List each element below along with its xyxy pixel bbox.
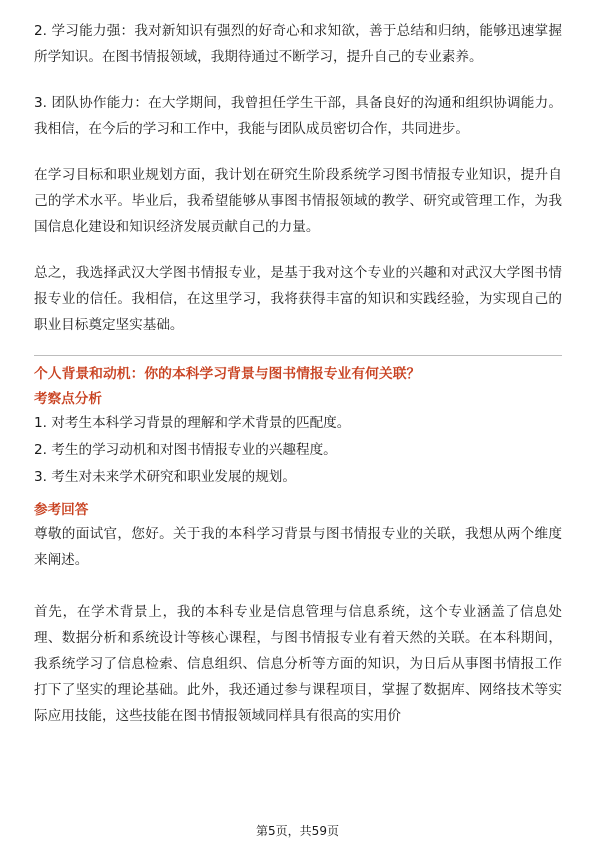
reference-paragraph-intro: 尊敬的面试官，您好。关于我的本科学习背景与图书情报专业的关联，我想从两个维度来阐述。 [34, 526, 562, 568]
reference-paragraph-background: 首先，在学术背景上，我的本科专业是信息管理与信息系统，这个专业涵盖了信息处理、数据分析和系统设计等核心课程，与图书情报专业有着天然的关联。在本科期间，我系统学习了信息检索、信息组织、信息分析等方面的知识，为日后从事图书情报工作打下了坚实的理论基础。此外，我还通过参与课程项目，掌握了数据库、网络技术等实际应用技能，这些技能在图书情报领域同样具有很高的实用价 [34, 604, 562, 724]
analysis-item: 3. 考生对未来学术研究和职业发展的规划。 [34, 469, 296, 485]
page-content [34, 18, 562, 729]
analysis-item: 2. 考生的学习动机和对图书情报专业的兴趣程度。 [34, 442, 337, 458]
paragraph-learning-ability: 2. 学习能力强：我对新知识有强烈的好奇心和求知欲，善于总结和归纳，能够迅速掌握所学知识。在图书情报领域，我期待通过不断学习，提升自己的专业素养。 [34, 23, 562, 65]
reference-heading: 参考回答 [34, 502, 89, 518]
analysis-item: 1. 对考生本科学习背景的理解和学术背景的匹配度。 [34, 415, 351, 431]
paragraph-teamwork: 3. 团队协作能力：在大学期间，我曾担任学生干部，具备良好的沟通和组织协调能力。我相信，在今后的学习和工作中，我能与团队成员密切合作，共同进步。 [34, 95, 562, 137]
question-title: 个人背景和动机：你的本科学习背景与图书情报专业有何关联？ [34, 366, 421, 382]
paragraph-summary: 总之，我选择武汉大学图书情报专业，是基于我对这个专业的兴趣和对武汉大学图书情报专业的信任。我相信，在这里学习，我将获得丰富的知识和实践经验，为实现自己的职业目标奠定坚实基础。 [34, 265, 562, 333]
paragraph-career-plan: 在学习目标和职业规划方面，我计划在研究生阶段系统学习图书情报专业知识，提升自己的学术水平。毕业后，我希望能够从事图书情报领域的教学、研究或管理工作，为我国信息化建设和知识经济发展贡献自己的力量。 [34, 167, 562, 235]
page-number: 第5页，共59页 [256, 824, 339, 838]
analysis-heading: 考察点分析 [34, 391, 102, 407]
section-divider [34, 355, 562, 356]
